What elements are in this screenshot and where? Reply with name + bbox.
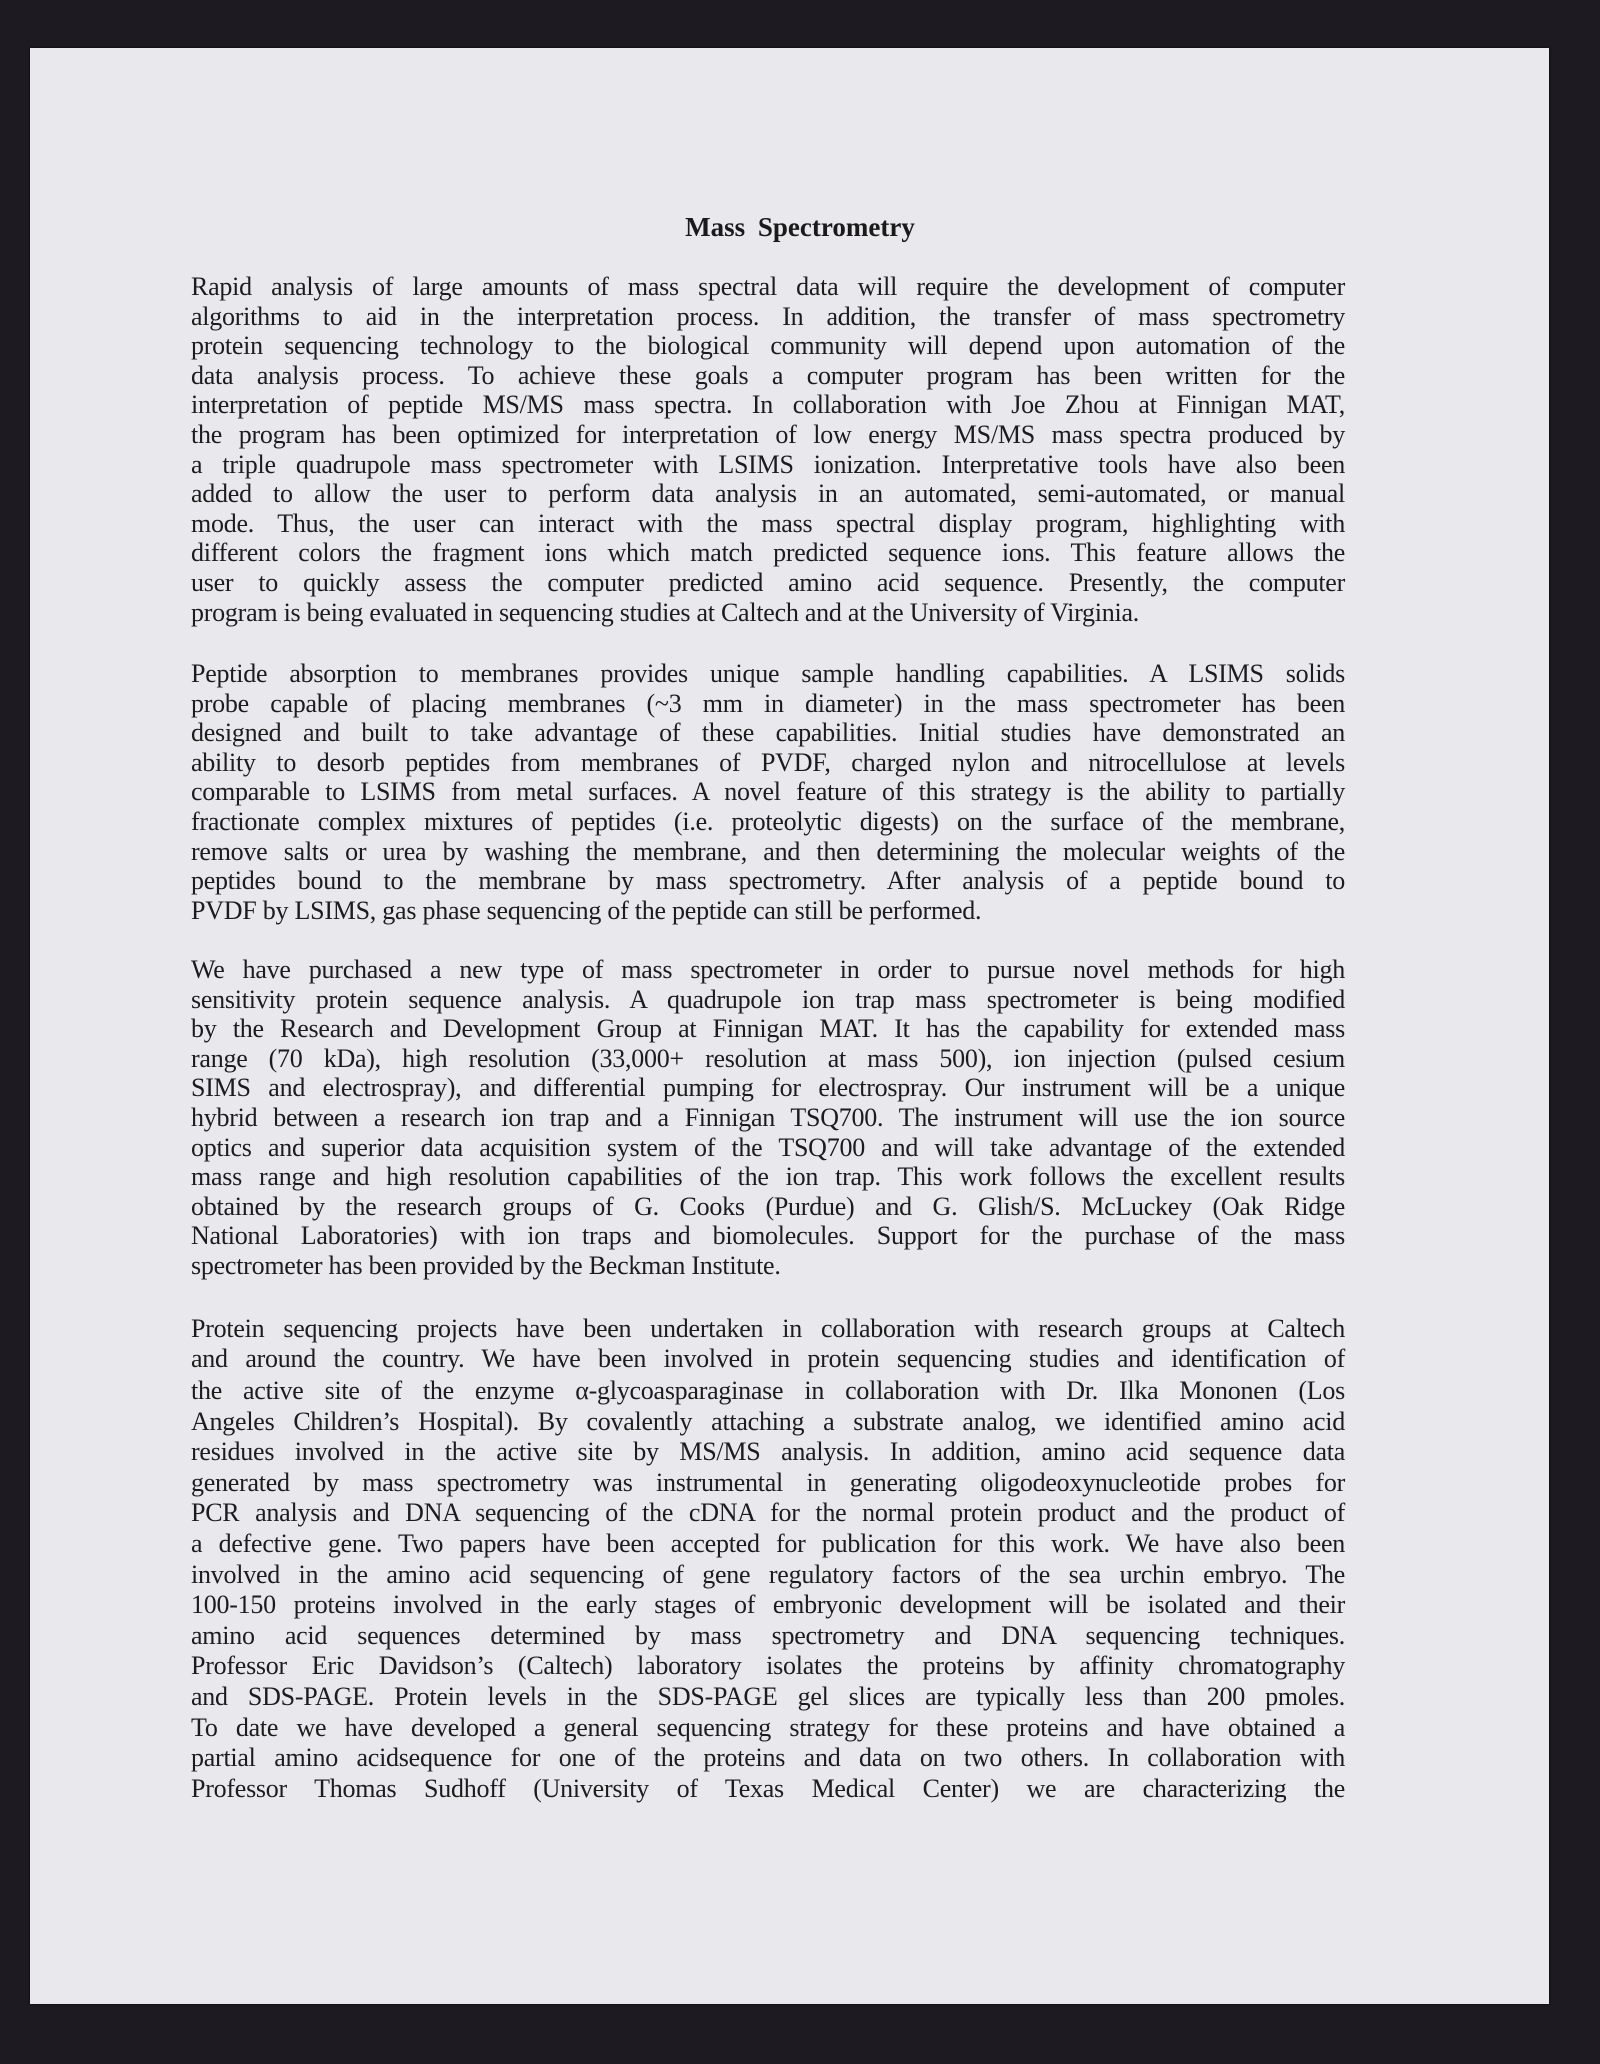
text-line: designed and built to take advantage of these capabilities. Initial studies have demonstrated an (191, 718, 1345, 748)
text-line: sensitivity protein sequence analysis. A quadrupole ion trap mass spectrometer is being modified (191, 984, 1345, 1014)
text-line: PCR analysis and DNA sequencing of the cDNA for the normal protein product and the product of (191, 1498, 1345, 1528)
text-line: fractionate complex mixtures of peptides (i.e. proteolytic digests) on the surface of the membrane, (191, 806, 1345, 836)
text-line: a defective gene. Two papers have been accepted for publication for this work. We have also been (191, 1528, 1345, 1558)
text-line: mass range and high resolution capabilities of the ion trap. This work follows the excellent results (191, 1162, 1345, 1192)
text-line: PVDF by LSIMS, gas phase sequencing of the peptide can still be performed. (191, 895, 982, 925)
text-line: Protein sequencing projects have been undertaken in collaboration with research groups at Caltech (191, 1314, 1345, 1343)
text-line: mode. Thus, the user can interact with the mass spectral display program, highlighting with (191, 508, 1345, 538)
text-line: amino acid sequences determined by mass spectrometry and DNA sequencing techniques. (191, 1620, 1345, 1650)
text-line: program is being evaluated in sequencing studies at Caltech and at the University of Virginia. (191, 597, 1140, 627)
paragraph-software (191, 272, 1345, 627)
text-line: protein sequencing technology to the biological community will depend upon automation of the (191, 331, 1345, 361)
page-title: Mass Spectrometry (685, 212, 915, 242)
text-line: Professor Thomas Sudhoff (University of Texas Medical Center) we are characterizing the (191, 1773, 1345, 1803)
text-line: hybrid between a research ion trap and a Finnigan TSQ700. The instrument will use the ion source (191, 1102, 1345, 1132)
text-line: the program has been optimized for interpretation of low energy MS/MS mass spectra produced by (191, 419, 1345, 449)
text-line: ability to desorb peptides from membranes of PVDF, charged nylon and nitrocellulose at levels (191, 747, 1345, 777)
text-line: Rapid analysis of large amounts of mass spectral data will require the development of computer (191, 272, 1345, 301)
text-line: optics and superior data acquisition system of the TSQ700 and will take advantage of the extended (191, 1132, 1345, 1162)
text-line: probe capable of placing membranes (~3 mm in diameter) in the mass spectrometer has been (191, 688, 1345, 718)
text-line: range (70 kDa), high resolution (33,000+ resolution at mass 500), ion injection (pulsed cesium (191, 1043, 1345, 1073)
text-line: involved in the amino acid sequencing of gene regulatory factors of the sea urchin embryo. The (191, 1559, 1345, 1589)
paragraph-membranes (191, 659, 1345, 925)
text-line: partial amino acidsequence for one of the proteins and data on two others. In collaboration with (191, 1743, 1345, 1773)
text-line: spectrometer has been provided by the Beckman Institute. (191, 1250, 781, 1280)
text-line: To date we have developed a general sequencing strategy for these proteins and have obtained a (191, 1712, 1345, 1742)
text-line: by the Research and Development Group at Finnigan MAT. It has the capability for extended mass (191, 1014, 1345, 1044)
text-line: different colors the fragment ions which match predicted sequence ions. This feature allows the (191, 538, 1345, 568)
text-line: SIMS and electrospray), and differential pumping for electrospray. Our instrument will be a unique (191, 1073, 1345, 1103)
text-line: the active site of the enzyme α-glycoasparaginase in collaboration with Dr. Ilka Mononen (Los (191, 1376, 1345, 1405)
text-line: residues involved in the active site by MS/MS analysis. In addition, amino acid sequence data (191, 1437, 1345, 1467)
text-line: data analysis process. To achieve these goals a computer program has been written for the (191, 360, 1345, 390)
text-line: generated by mass spectrometry was instrumental in generating oligodeoxynucleotide probes for (191, 1467, 1345, 1497)
text-line: comparable to LSIMS from metal surfaces. A novel feature of this strategy is the ability to partially (191, 777, 1345, 807)
text-line: Professor Eric Davidson’s (Caltech) laboratory isolates the proteins by affinity chromatography (191, 1651, 1345, 1681)
text-line: interpretation of peptide MS/MS mass spectra. In collaboration with Joe Zhou at Finnigan MAT, (191, 390, 1345, 420)
text-line: user to quickly assess the computer predicted amino acid sequence. Presently, the computer (191, 567, 1345, 597)
text-line: obtained by the research groups of G. Cooks (Purdue) and G. Glish/S. McLuckey (Oak Ridge (191, 1191, 1345, 1221)
text-line: Angeles Children’s Hospital). By covalently attaching a substrate analog, we identified amino acid (191, 1406, 1345, 1436)
paragraph-protein-sequencing-continued (191, 1376, 1345, 1804)
paragraph-protein-sequencing (191, 1314, 1345, 1373)
text-line: National Laboratories) with ion traps and biomolecules. Support for the purchase of the mass (191, 1221, 1345, 1251)
paragraph-ion-trap (191, 955, 1345, 1281)
text-line: and SDS-PAGE. Protein levels in the SDS-PAGE gel slices are typically less than 200 pmoles. (191, 1681, 1345, 1711)
text-line: We have purchased a new type of mass spectrometer in order to pursue novel methods for high (191, 955, 1345, 984)
text-line: a triple quadrupole mass spectrometer with LSIMS ionization. Interpretative tools have also been (191, 449, 1345, 479)
text-line: and around the country. We have been involved in protein sequencing studies and identification of (191, 1343, 1345, 1373)
text-line: remove salts or urea by washing the membrane, and then determining the molecular weights of the (191, 836, 1345, 866)
text-line: 100-150 proteins involved in the early stages of embryonic development will be isolated and their (191, 1590, 1345, 1620)
text-line: Peptide absorption to membranes provides unique sample handling capabilities. A LSIMS solids (191, 659, 1345, 688)
text-line: algorithms to aid in the interpretation process. In addition, the transfer of mass spectrometry (191, 301, 1345, 331)
text-line: peptides bound to the membrane by mass spectrometry. After analysis of a peptide bound to (191, 866, 1345, 896)
text-line: added to allow the user to perform data analysis in an automated, semi-automated, or manual (191, 479, 1345, 509)
